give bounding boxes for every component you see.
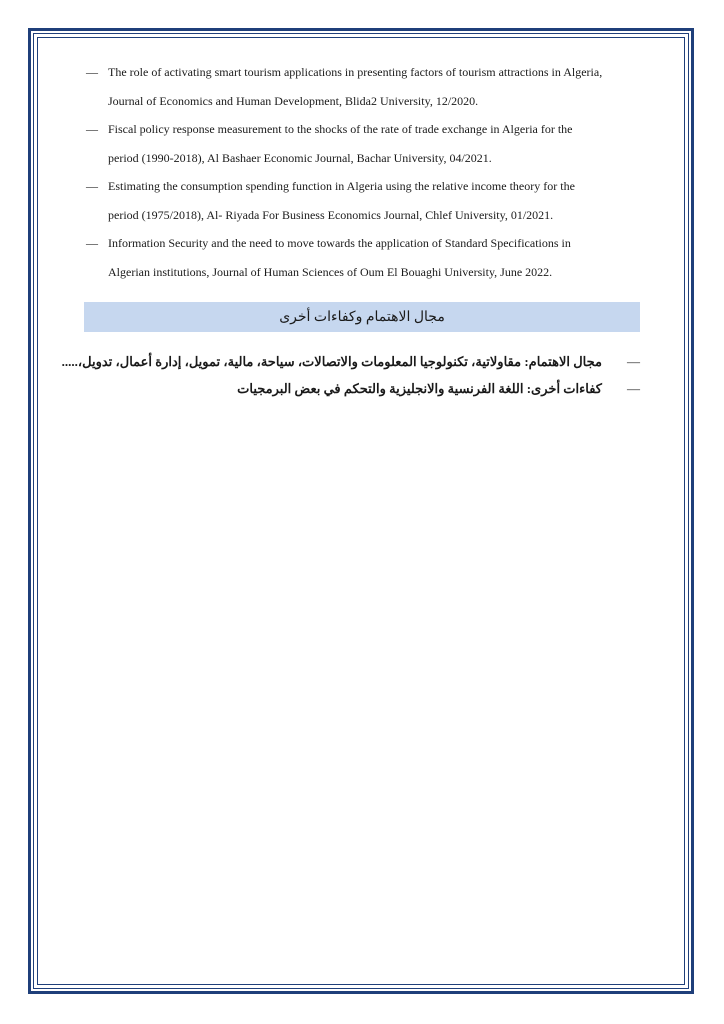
dash-bullet: — — [627, 354, 640, 369]
dash-bullet: — — [86, 179, 98, 193]
interest-item — [80, 375, 640, 402]
dash-bullet: — — [86, 65, 98, 79]
dash-bullet: — — [86, 236, 98, 250]
dash-bullet: — — [86, 122, 98, 136]
publication-line: Fiscal policy response measurement to the shocks of the rate of trade exchange in Algeria for the — [108, 122, 573, 136]
publication-item — [84, 172, 640, 229]
publication-item — [84, 58, 640, 115]
publication-line: Algerian institutions, Journal of Human Sciences of Oum El Bouaghi University, June 2022. — [108, 264, 553, 279]
publications-list — [84, 58, 640, 286]
interests-list — [61, 348, 640, 402]
document-content — [84, 58, 640, 332]
publication-line: Journal of Economics and Human Development, Blida2 University, 12/2020. — [108, 93, 479, 108]
publication-item — [84, 115, 640, 172]
dash-bullet: — — [627, 381, 640, 396]
section-header-bar — [84, 302, 640, 332]
interest-item — [61, 348, 640, 375]
publication-line: period (1990-2018), Al Bashaer Economic Journal, Bachar University, 04/2021. — [108, 150, 492, 165]
publication-line: period (1975/2018), Al- Riyada For Business Economics Journal, Chlef University, 01/2021. — [108, 207, 554, 222]
interest-text: كفاءات أخرى: اللغة الفرنسية والانجليزية والتحكم في بعض البرمجيات — [237, 381, 602, 396]
publication-line: Estimating the consumption spending function in Algeria using the relative income theory for the — [108, 179, 575, 193]
section-title: مجال الاهتمام وكفاءات أخرى — [279, 309, 445, 325]
publication-line: The role of activating smart tourism applications in presenting factors of tourism attractions in Algeria, — [108, 65, 603, 79]
publication-line: Information Security and the need to move towards the application of Standard Specifications in — [108, 236, 571, 250]
publication-item — [84, 229, 640, 286]
interest-text: مجال الاهتمام: مقاولاتية، تكنولوجيا المعلومات والاتصالات، سياحة، مالية، تمويل، إدارة أعمال، تدويل،..... — [61, 354, 602, 369]
